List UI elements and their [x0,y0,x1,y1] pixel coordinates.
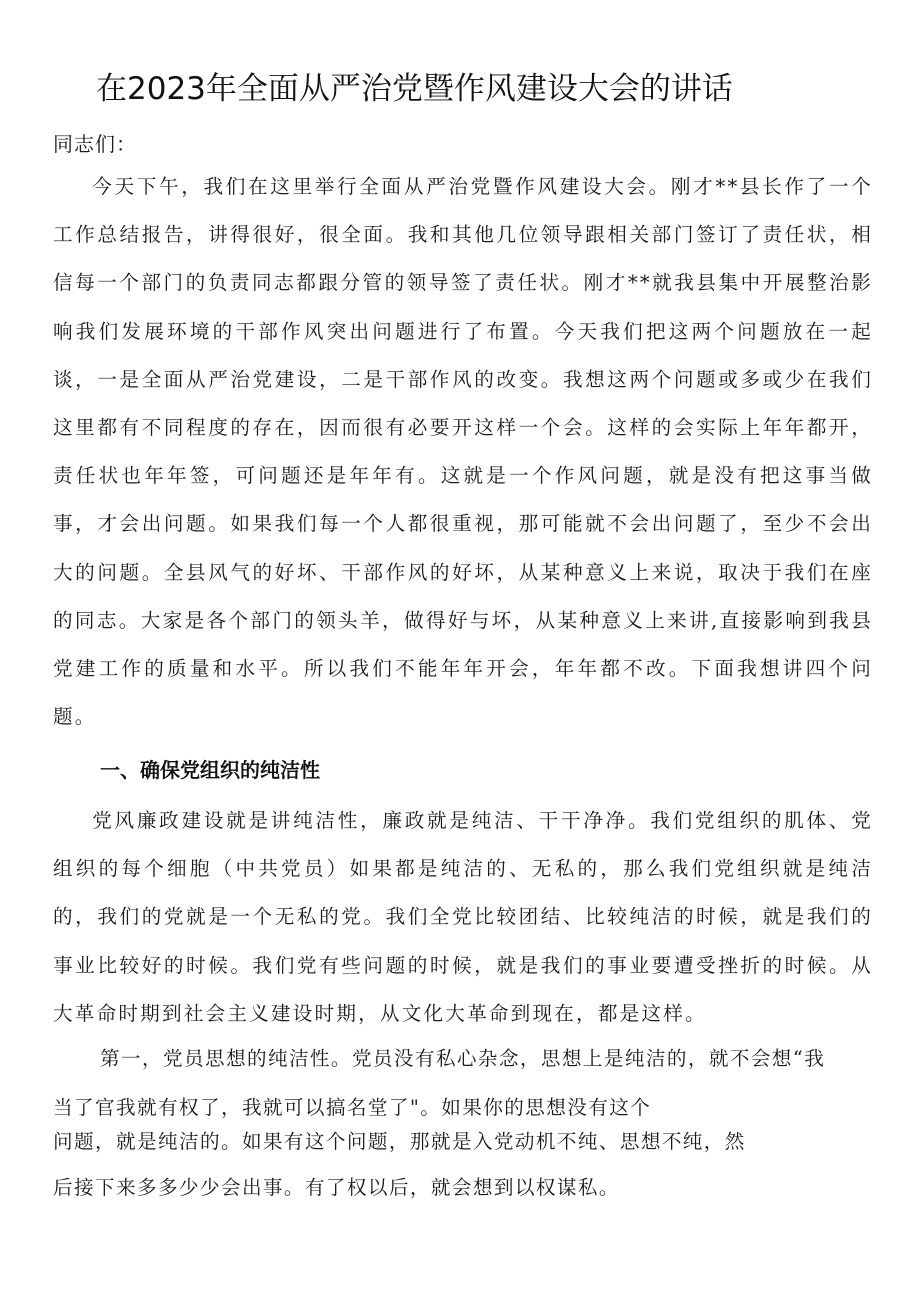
section-heading-1: 一、确保党组织的纯洁性 [100,758,320,782]
paragraph-3-line-1-text: 党员没有私心杂念，思想上是纯洁的，就不会想“我 [351,1047,826,1070]
paragraph-3-line-4: 后接下来多多少少会出事。有了权以后，就会想到以权谋私。 [53,1176,620,1199]
paragraph-section-1: 党风廉政建设就是讲纯洁性，廉政就是纯洁、干干净净。我们党组织的肌体、党组织的每个细胞（中共党员）如果都是纯洁的、无私的，那么我们党组织就是纯洁的，我们的党就是一个无私的党。我们全党比较团结、比较纯洁的时候，就是我们的事业比较好的时候。我们党有些问题的时候，就是我们的事业要遭受挫折的时候。从大革命时期到社会主义建设时期，从文化大革命到现在，都是这样。 [53,809,873,1025]
paragraph-3-lead: 第一，党员思想的纯洁性。 [100,1047,352,1070]
paragraph-intro: 今天下午，我们在这里举行全面从严治党暨作风建设大会。刚才**县长作了一个工作总结报告，讲得很好，很全面。我和其他几位领导跟相关部门签订了责任状，相信每一个部门的负责同志都跟分管的领导签了责任状。刚才**就我县集中开展整治影响我们发展环境的干部作风突出问题进行了布置。今天我们把这两个问题放在一起谈，一是全面从严治党建设，二是干部作风的改变。我想这两个问题或多或少在我们这里都有不同程度的存在，因而很有必要开这样一个会。这样的会实际上年年都开，责任状也年年签，可问题还是年年有。这就是一个作风问题，就是没有把这事当做事，才会出问题。如果我们每一个人都很重视，那可能就不会出问题了，至少不会出大的问题。全县风气的好坏、干部作风的好坏，从某种意义上来说，取决于我们在座的同志。大家是各个部门的领头羊，做得好与坏，从某种意义上来讲,直接影响到我县党建工作的质量和水平。所以我们不能年年开会，年年都不改。下面我想讲四个问题。 [53,175,873,729]
paragraph-3-line-1 [100,1042,825,1076]
paragraph-3-line-3: 问题，就是纯洁的。如果有这个问题，那就是入党动机不纯、思想不纯，然 [53,1130,746,1153]
document-title: 在2023年全面从严治党暨作风建设大会的讲话 [96,71,733,107]
paragraph-3-line-2: 当了官我就有权了，我就可以搞名堂了"。如果你的思想没有这个 [53,1096,652,1119]
salutation: 同志们： [53,132,137,156]
